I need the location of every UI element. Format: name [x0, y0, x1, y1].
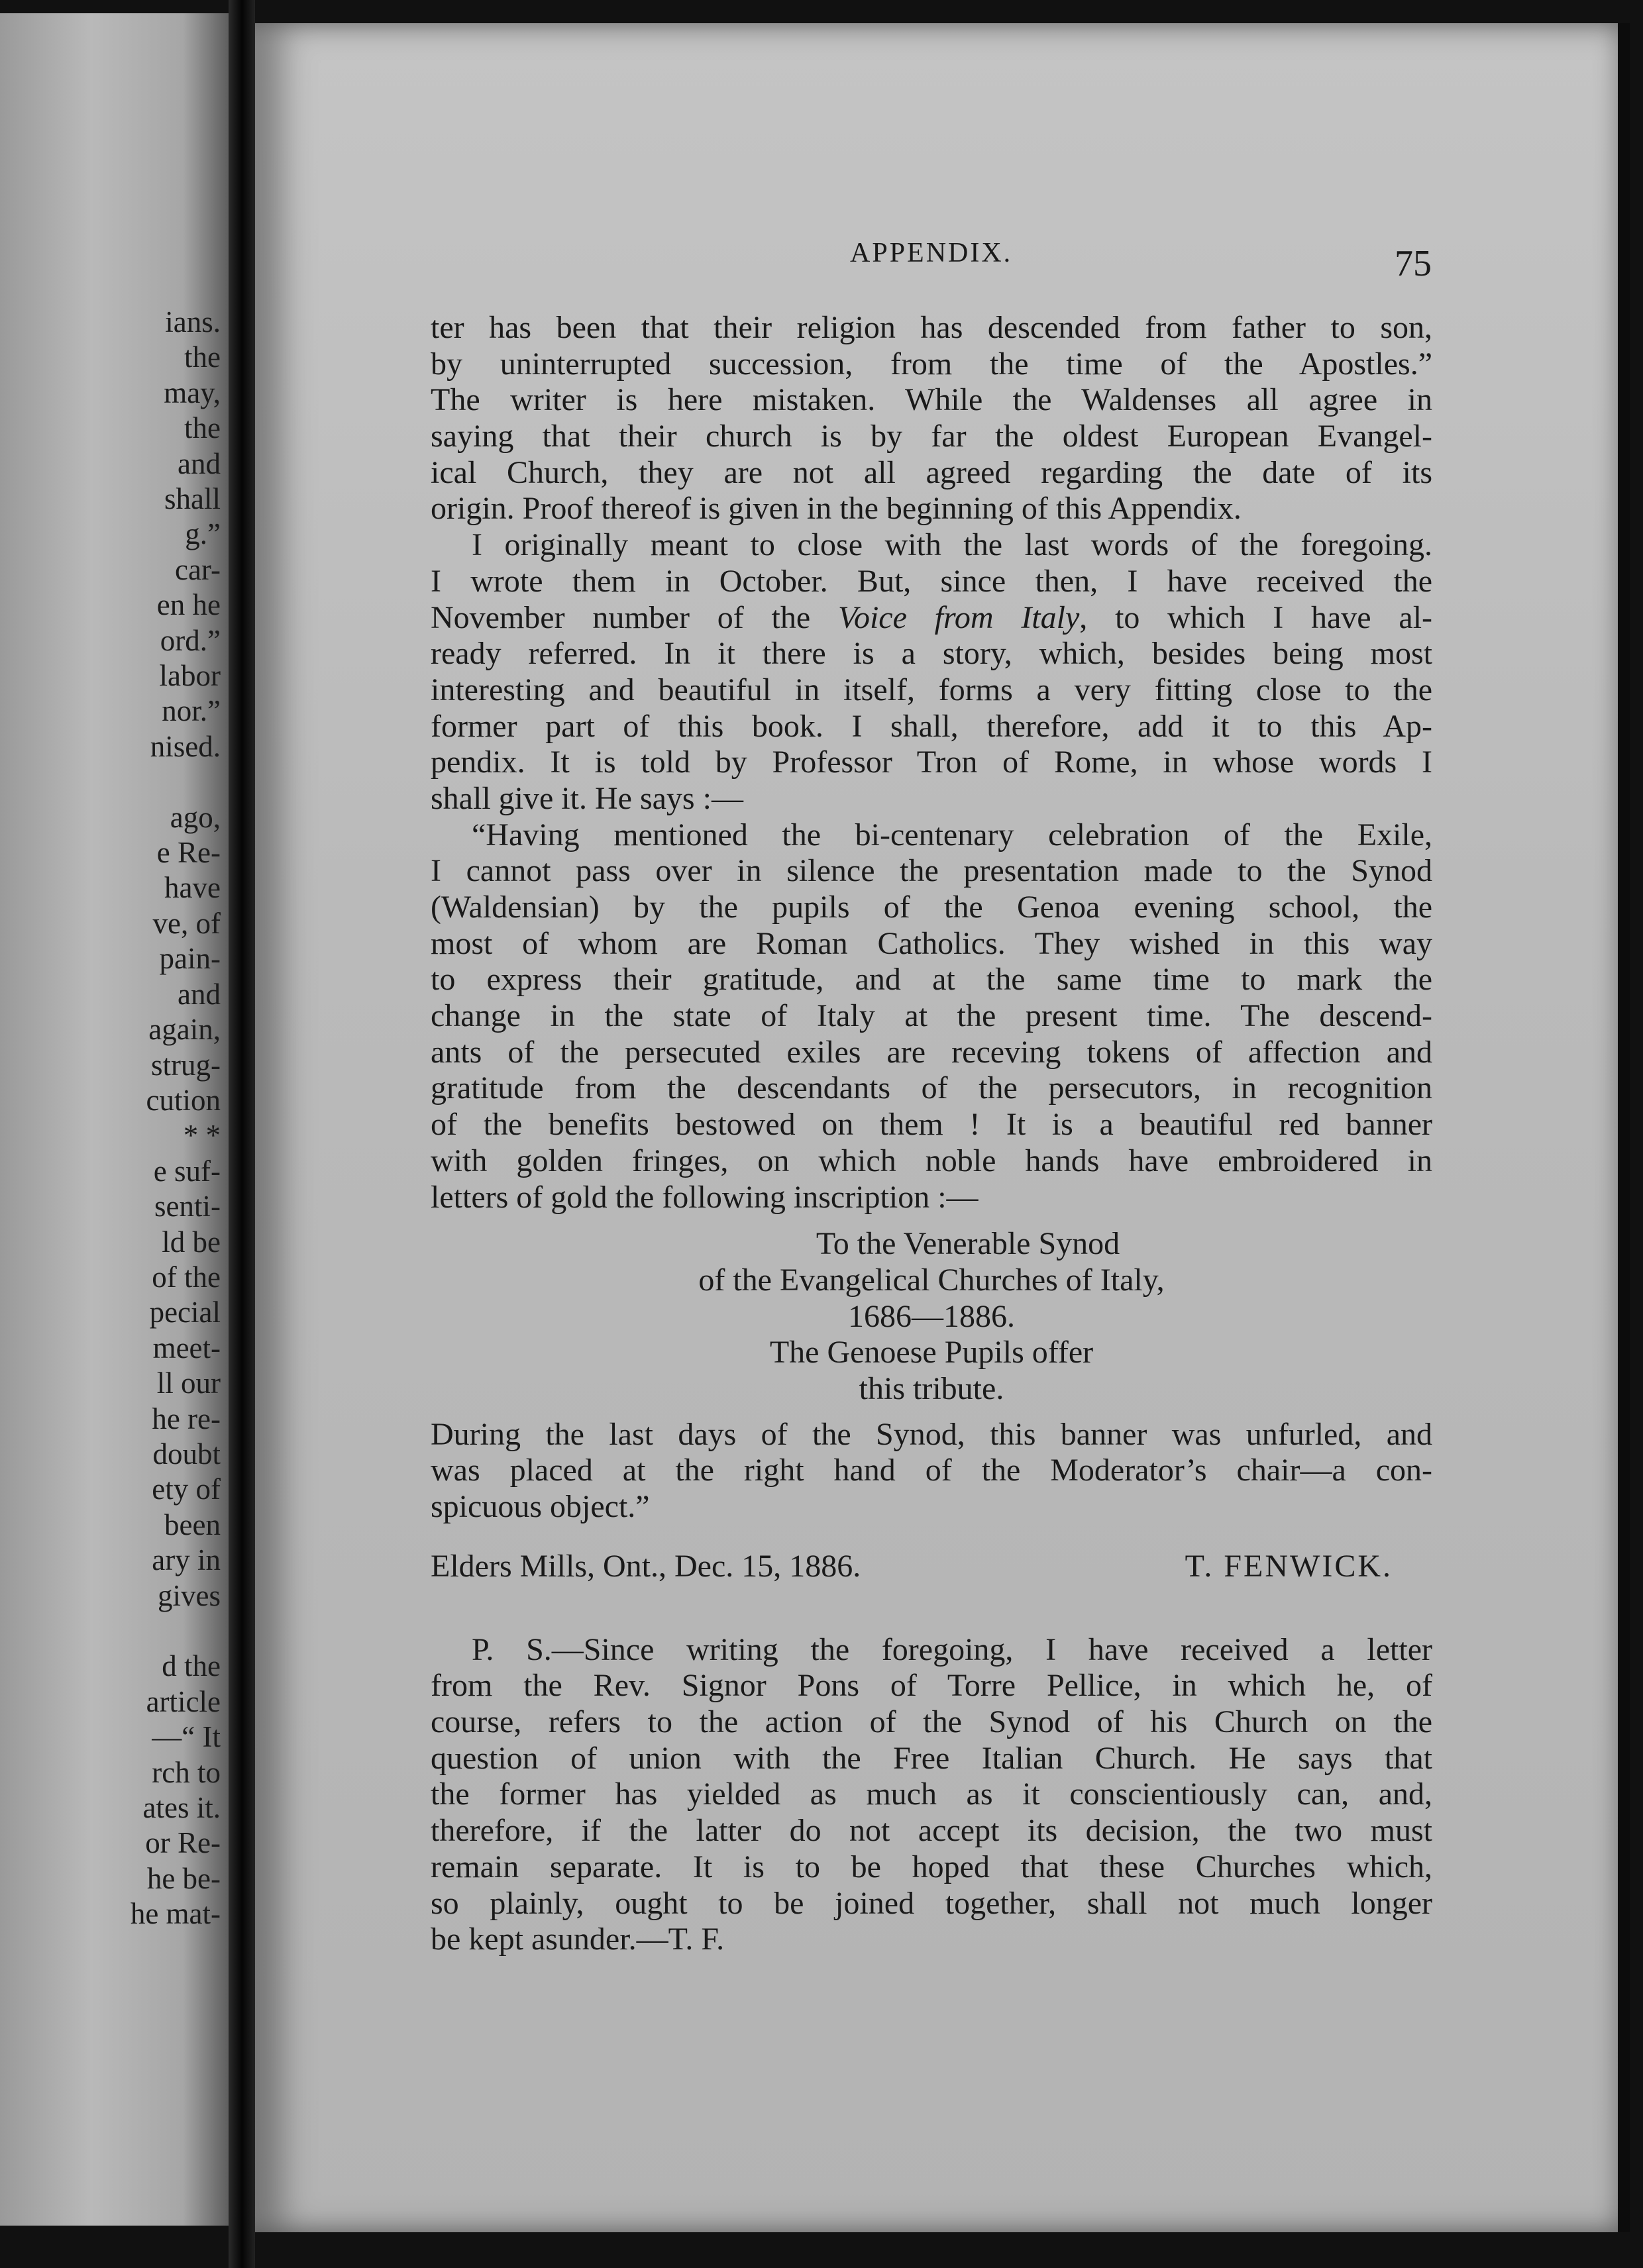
- paragraph-closing-note: [431, 527, 1432, 817]
- author-name: T. FENWICK.: [1185, 1548, 1393, 1584]
- running-header: APPENDIX.: [850, 238, 1013, 268]
- left-line: of the: [152, 1260, 221, 1294]
- left-line: the: [184, 340, 221, 374]
- left-facing-page: [0, 13, 229, 2226]
- left-line: senti-: [154, 1190, 221, 1223]
- left-line: article: [146, 1684, 221, 1718]
- left-line: the: [184, 411, 221, 445]
- text-line: spicuous object.”: [431, 1489, 650, 1524]
- page-number: 75: [1395, 243, 1432, 284]
- place-and-date: Elders Mills, Ont., Dec. 15, 1886.: [431, 1548, 861, 1584]
- left-line: labor: [159, 659, 221, 693]
- text-line: was placed at the right hand of the Moderator’s chair—a con-: [431, 1453, 1432, 1488]
- left-line: ll our: [156, 1366, 221, 1400]
- quotation-conclusion: [431, 1417, 1432, 1525]
- left-line: ago,: [170, 800, 221, 834]
- text-line: the former has yielded as much as it conscientiously can, and,: [431, 1777, 1432, 1812]
- left-line: nor.”: [162, 694, 221, 728]
- text-line: gratitude from the descendants of the persecutors, in recognition: [431, 1070, 1432, 1106]
- left-line: en he: [156, 588, 221, 622]
- inscription-line: of the Evangelical Churches of Italy,: [698, 1262, 1165, 1298]
- left-line: ians.: [165, 305, 221, 338]
- text-line: pendix. It is told by Professor Tron of Rome, in whose words I: [431, 745, 1432, 780]
- text-line-with-italic: [431, 600, 1432, 637]
- left-line: he re-: [152, 1402, 221, 1435]
- book-gutter: [229, 0, 255, 2268]
- text-line: of the benefits bestowed on them ! It is a beautiful red banner: [431, 1107, 1432, 1143]
- text-line: ants of the persecuted exiles are receving tokens of affection and: [431, 1034, 1432, 1070]
- text-line: P. S.—Since writing the foregoing, I have received a letter: [472, 1631, 1432, 1667]
- text-line: saying that their church is by far the oldest European Evangel-: [431, 419, 1432, 454]
- left-line: ord.”: [160, 623, 221, 657]
- text-line: former part of this book. I shall, therefore, add it to this Ap-: [431, 708, 1432, 744]
- left-line: [2, 1614, 221, 1649]
- text-line: therefore, if the latter do not accept its decision, the two must: [431, 1813, 1432, 1849]
- banner-inscription: [431, 1226, 1432, 1407]
- left-line: rch to: [152, 1755, 221, 1789]
- text-line: ready referred. In it there is a story, which, besides being most: [431, 636, 1432, 672]
- text-line: by uninterrupted succession, from the time of the Apostles.”: [431, 346, 1432, 382]
- left-line: have: [164, 871, 221, 905]
- left-line: ld be: [162, 1225, 221, 1259]
- signature-block: [431, 1548, 1432, 1584]
- text-line: remain separate. It is to be hoped that these Churches which,: [431, 1849, 1432, 1884]
- left-line: may,: [164, 376, 221, 409]
- inscription-line: this tribute.: [859, 1370, 1004, 1406]
- left-line: car-: [174, 552, 221, 586]
- left-line: g.”: [185, 517, 221, 551]
- text-line: During the last days of the Synod, this banner was unfurled, and: [431, 1416, 1432, 1452]
- left-line: —“ It: [152, 1720, 221, 1754]
- left-line: e Re-: [156, 836, 221, 870]
- left-line: ates it.: [142, 1791, 221, 1825]
- text-line: be kept asunder.—T. F.: [431, 1922, 725, 1957]
- left-line: cution: [146, 1083, 221, 1117]
- left-line: pecial: [149, 1296, 221, 1329]
- text-line: shall give it. He says :—: [431, 780, 743, 816]
- left-line: been: [164, 1508, 221, 1541]
- left-line: and: [178, 446, 221, 480]
- text-line: I wrote them in October. But, since then, I have received the: [431, 563, 1432, 599]
- left-line: or Re-: [145, 1826, 221, 1860]
- text-span: , to which I have al-: [1079, 599, 1433, 635]
- text-line: The writer is here mistaken. While the Waldenses all agree in: [431, 382, 1432, 418]
- text-line: I cannot pass over in silence the presentation made to the Synod: [431, 853, 1432, 889]
- left-line: ety of: [152, 1472, 221, 1506]
- text-line: so plainly, ought to be joined together, shall not much longer: [431, 1885, 1432, 1921]
- left-page-text-column: [2, 305, 221, 1932]
- quotation-paragraph: [431, 817, 1432, 1216]
- left-line: strug-: [151, 1048, 221, 1082]
- inscription-line: The Genoese Pupils offer: [769, 1335, 1094, 1370]
- text-line: from the Rev. Signor Pons of Torre Pellice, in which he, of: [431, 1668, 1432, 1704]
- text-line: change in the state of Italy at the present time. The descend-: [431, 998, 1432, 1034]
- left-line: pain-: [159, 942, 221, 976]
- page-edge: [1618, 23, 1630, 2232]
- left-line: meet-: [152, 1331, 221, 1365]
- left-line: shall: [164, 482, 221, 516]
- left-line: gives: [158, 1578, 221, 1612]
- text-line: (Waldensian) by the pupils of the Genoa evening school, the: [431, 890, 1432, 925]
- left-line: [2, 764, 221, 799]
- text-line: ical Church, they are not all agreed regarding the date of its: [431, 454, 1432, 490]
- text-span: November number of the: [431, 599, 838, 635]
- left-line: d the: [162, 1649, 221, 1683]
- left-line: again,: [148, 1013, 221, 1047]
- text-line: ter has been that their religion has descended from father to son,: [431, 310, 1432, 345]
- text-line: question of union with the Free Italian Church. He says that: [431, 1740, 1432, 1776]
- left-line: and: [178, 977, 221, 1011]
- left-line: * *: [183, 1119, 221, 1153]
- text-line: course, refers to the action of the Synod of his Church on the: [431, 1704, 1432, 1740]
- text-line: to express their gratitude, and at the same time to mark the: [431, 962, 1432, 998]
- left-line: nised.: [150, 729, 221, 763]
- left-line: he be-: [146, 1861, 221, 1895]
- text-line: interesting and beautiful in itself, forms a very fitting close to the: [431, 672, 1432, 707]
- left-line: ary in: [152, 1543, 221, 1577]
- text-line: most of whom are Roman Catholics. They wished in this way: [431, 925, 1432, 961]
- left-line: ve, of: [152, 906, 221, 940]
- postscript: [431, 1632, 1432, 1958]
- text-line: I originally meant to close with the last words of the foregoing.: [472, 527, 1432, 563]
- left-line: he mat-: [130, 1897, 221, 1931]
- page-body: [431, 310, 1432, 1958]
- text-line: origin. Proof thereof is given in the beginning of this Appendix.: [431, 491, 1242, 527]
- inscription-line: To the Venerable Synod: [816, 1226, 1120, 1262]
- periodical-title: Voice from Italy: [837, 599, 1080, 635]
- text-line: letters of gold the following inscription :—: [431, 1179, 979, 1215]
- left-line: e suf-: [153, 1154, 221, 1188]
- paragraph-continuation: [431, 310, 1432, 527]
- text-line: “Having mentioned the bi-centenary celebration of the Exile,: [472, 817, 1432, 852]
- left-line: doubt: [152, 1437, 221, 1470]
- text-line: with golden fringes, on which noble hands have embroidered in: [431, 1143, 1432, 1178]
- inscription-line: 1686—1886.: [848, 1298, 1015, 1334]
